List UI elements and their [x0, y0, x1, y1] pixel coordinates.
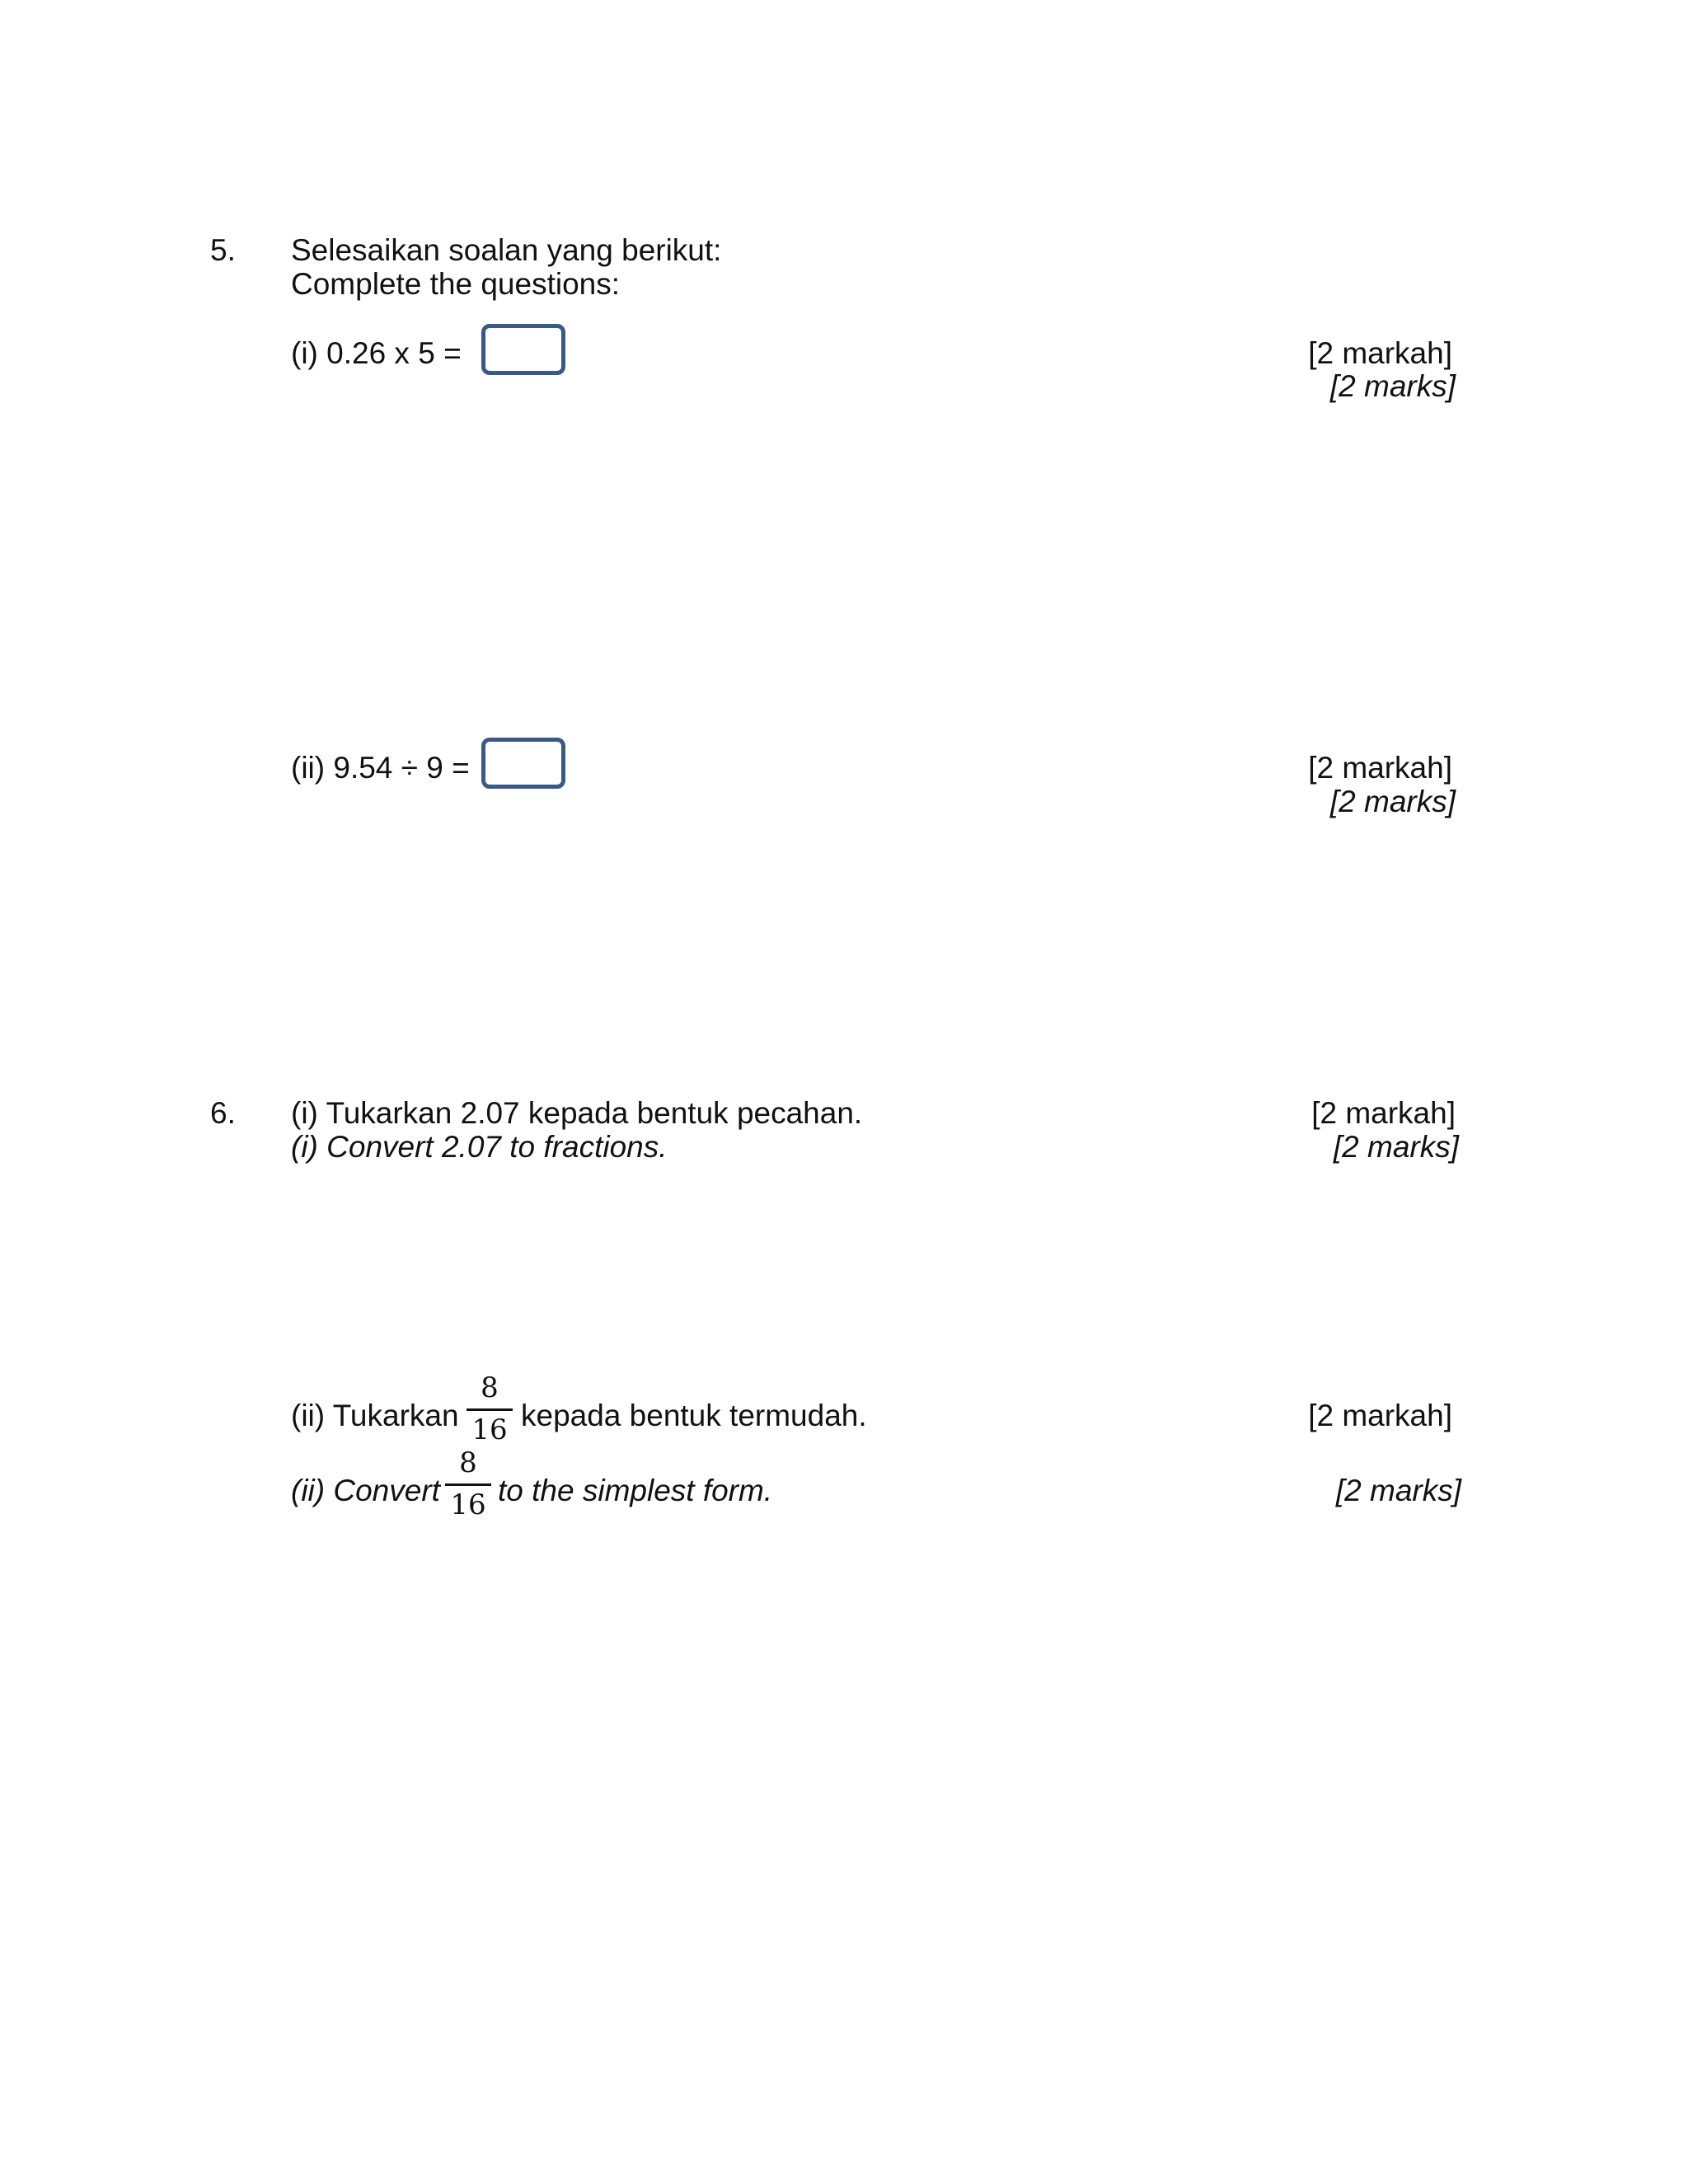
fraction-bar — [467, 1408, 513, 1411]
question-6-part-i-text-malay: (i) Tukarkan 2.07 kepada bentuk pecahan. — [291, 1096, 863, 1130]
question-5-part-ii-expression: (ii) 9.54 ÷ 9 = — [291, 751, 470, 785]
question-6-part-ii-text-english-before: (ii) Convert — [291, 1474, 440, 1507]
question-6-part-ii-text-malay-after: kepada bentuk termudah. — [521, 1399, 867, 1432]
question-6-part-ii-fraction-english — [445, 1447, 491, 1521]
question-5-part-ii-answer-box[interactable] — [481, 738, 565, 789]
question-6-part-ii-marks-english: [2 marks] — [1335, 1474, 1461, 1507]
question-6-number: 6. — [210, 1096, 236, 1130]
question-5-part-i-answer-box[interactable] — [481, 324, 565, 375]
question-5-part-i-marks-malay: [2 markah] — [1308, 336, 1452, 370]
fraction-bar — [445, 1483, 491, 1486]
question-5-part-ii-marks-malay: [2 markah] — [1308, 751, 1452, 785]
question-5-number: 5. — [210, 233, 236, 267]
question-6-part-ii-text-malay-before: (ii) Tukarkan — [291, 1399, 459, 1432]
question-6-part-i-marks-english: [2 marks] — [1333, 1130, 1459, 1164]
fraction-denominator: 16 — [471, 1413, 508, 1446]
question-6-part-i-marks-malay: [2 markah] — [1311, 1096, 1456, 1130]
question-5-instruction-malay: Selesaikan soalan yang berikut: — [291, 233, 722, 267]
question-5-instruction-english: Complete the questions: — [291, 267, 621, 301]
question-6-part-ii-fraction-malay — [467, 1372, 513, 1446]
fraction-numerator: 8 — [481, 1371, 499, 1404]
question-6-part-ii-marks-malay: [2 markah] — [1308, 1399, 1452, 1432]
question-6-part-i-text-english: (i) Convert 2.07 to fractions. — [291, 1130, 668, 1164]
fraction-denominator: 16 — [450, 1488, 486, 1521]
question-5-part-ii-marks-english: [2 marks] — [1329, 785, 1456, 818]
question-5-part-i-marks-english: [2 marks] — [1329, 369, 1456, 403]
question-5-part-i-expression: (i) 0.26 x 5 = — [291, 336, 462, 370]
question-6-part-ii-text-english-after: to the simplest form. — [498, 1474, 773, 1507]
fraction-numerator: 8 — [459, 1446, 477, 1479]
